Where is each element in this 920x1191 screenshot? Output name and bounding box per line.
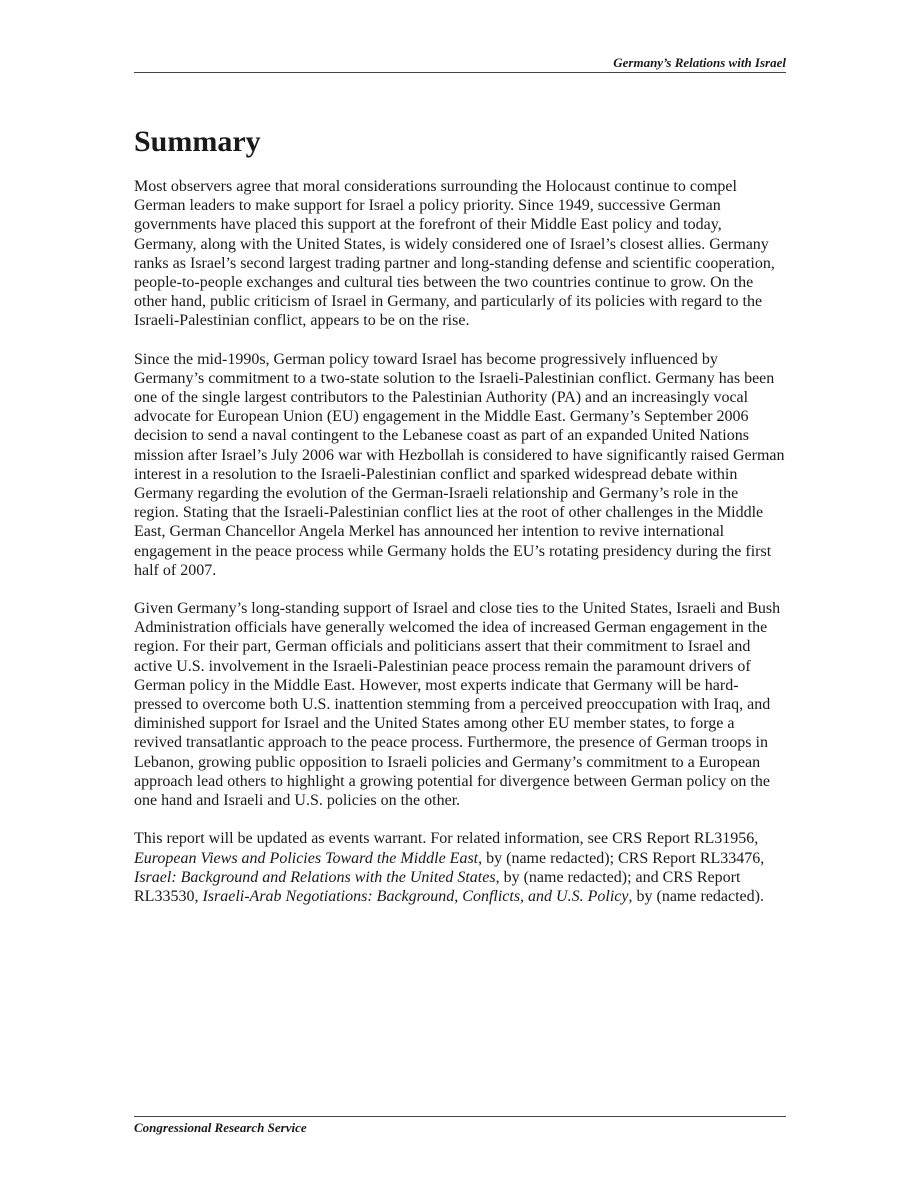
- paragraph-text: , by (name redacted).: [628, 887, 764, 905]
- paragraph-text: , by (name redacted); CRS Report RL33476,: [478, 849, 765, 867]
- paragraph: Given Germany’s long-standing support of Israel and close ties to the United States, Israeli and Bush Administration officials have generally welcomed the idea of increased German engagement in the region. For their part, German officials and politicians assert that their commitment to Israel and active U.S. involvement in the Israeli-Palestinian peace process remain the paramount drivers of German policy in the Middle East. However, most experts indicate that Germany will be hard-pressed to overcome both U.S. inattention stemming from a perceived preoccupation with Iraq, and diminished support for Israel and the United States among other EU member states, to forge a revived transatlantic approach to the peace process. Furthermore, the presence of German troops in Lebanon, growing public opposition to Israeli policies and Germany’s commitment to a European approach lead others to highlight a growing potential for divergence between German policy on the one hand and Israeli and U.S. policies on the other.: [134, 600, 781, 810]
- footer-rule: [134, 1116, 786, 1117]
- header-rule: [134, 72, 786, 73]
- report-title-ref: Israel: Background and Relations with the United States: [134, 868, 496, 886]
- report-title-ref: Israeli-Arab Negotiations: Background, Conflicts, and U.S. Policy: [202, 887, 629, 905]
- paragraph-text: This report will be updated as events warrant. For related information, see CRS Report RL31956,: [134, 830, 759, 848]
- paragraph-text: , by (name redacted); and CRS Report RL33530,: [134, 868, 741, 905]
- report-title-ref: European Views and Policies Toward the Middle East: [134, 849, 479, 867]
- closing-paragraph: [134, 829, 786, 906]
- paragraph: Since the mid-1990s, German policy toward Israel has become progressively influenced by Germany’s commitment to a two-state solution to the Israeli-Palestinian conflict. Germany has been one of the single largest contributors to the Palestinian Authority (PA) and an increasingly vocal advocate for European Union (EU) engagement in the Middle East. Germany’s September 2006 decision to send a naval contingent to the Lebanese coast as part of an expanded United Nations mission after Israel’s July 2006 war with Hezbollah is considered to have significantly raised German interest in a resolution to the Israeli-Palestinian conflict and sparked widespread debate within Germany regarding the evolution of the German-Israeli relationship and Germany’s role in the region. Stating that the Israeli-Palestinian conflict lies at the root of other challenges in the Middle East, German Chancellor Angela Merkel has announced her intention to revive international engagement in the peace process while Germany holds the EU’s rotating presidency during the first half of 2007.: [134, 350, 785, 579]
- running-header: Germany’s Relations with Israel: [613, 55, 786, 70]
- paragraph: Most observers agree that moral considerations surrounding the Holocaust continue to compel German leaders to make support for Israel a policy priority. Since 1949, successive German governments have placed this support at the forefront of their Middle East policy and today, Germany, along with the United States, is widely considered one of Israel’s closest allies. Germany ranks as Israel’s second largest trading partner and long-standing defense and scientific cooperation, people-to-people exchanges and cultural ties between the two countries continue to grow. On the other hand, public criticism of Israel in Germany, and particularly of its policies with regard to the Israeli-Palestinian conflict, appears to be on the rise.: [134, 178, 775, 330]
- summary-body: [134, 177, 786, 925]
- footer-label: Congressional Research Service: [134, 1120, 307, 1135]
- section-title: Summary: [134, 125, 261, 158]
